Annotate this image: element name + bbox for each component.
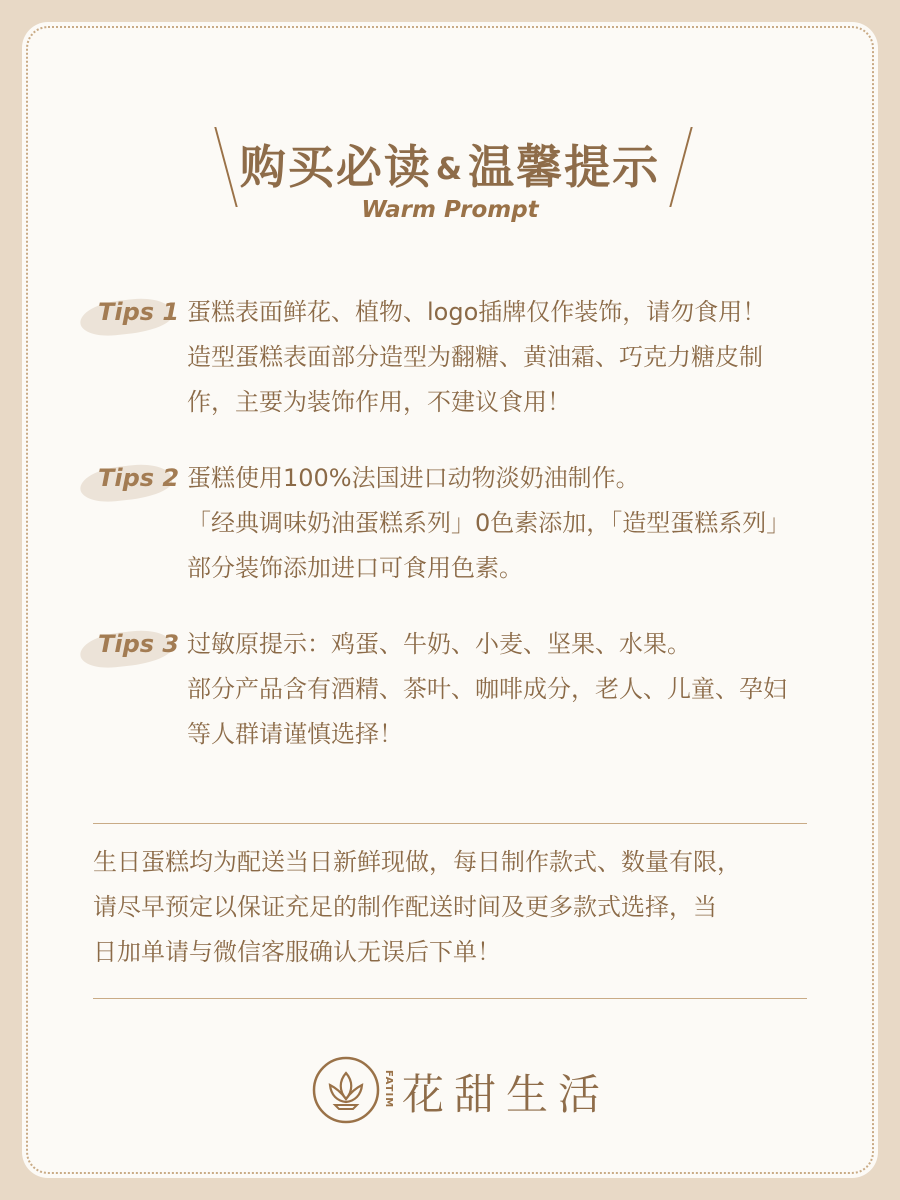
lotus-logo-icon bbox=[311, 1055, 381, 1125]
page-subtitle: Warm Prompt bbox=[361, 197, 539, 223]
title-ampersand: & bbox=[435, 152, 465, 187]
tip-line: 等人群请谨慎选择！ bbox=[187, 720, 403, 748]
brand-latin-name: FATIM bbox=[383, 1070, 394, 1109]
header bbox=[22, 127, 878, 237]
page-title bbox=[22, 131, 878, 197]
tip-label: Tips 1 bbox=[98, 298, 180, 326]
notice-line: 生日蛋糕均为配送当日新鲜现做，每日制作款式、数量有限， bbox=[93, 848, 741, 876]
tip-line: 造型蛋糕表面部分造型为翻糖、黄油霜、巧克力糖皮制 bbox=[187, 343, 763, 371]
notice-line: 日加单请与微信客服确认无误后下单！ bbox=[93, 938, 501, 966]
tip-line: 「经典调味奶油蛋糕系列」0色素添加，「造型蛋糕系列」 bbox=[187, 509, 791, 537]
tip-label: Tips 3 bbox=[98, 630, 180, 658]
tip-line: 蛋糕表面鲜花、植物、logo插牌仅作装饰，请勿食用！ bbox=[187, 298, 767, 326]
brand-name: 花甜生活 bbox=[402, 1070, 611, 1119]
title-main: 购买必读 bbox=[239, 140, 432, 194]
tip-text bbox=[187, 456, 837, 591]
tip-line: 部分装饰添加进口可食用色素。 bbox=[187, 554, 523, 582]
tip-text bbox=[187, 622, 837, 757]
tip-badge bbox=[80, 458, 180, 502]
brand-footer bbox=[22, 1052, 878, 1132]
tip-badge bbox=[80, 292, 180, 336]
tip-badge bbox=[80, 624, 180, 668]
divider-top bbox=[93, 823, 807, 824]
tip-line: 过敏原提示：鸡蛋、牛奶、小麦、坚果、水果。 bbox=[187, 630, 691, 658]
notice-line: 请尽早预定以保证充足的制作配送时间及更多款式选择，当 bbox=[93, 893, 717, 921]
delivery-notice bbox=[93, 840, 809, 975]
tip-line: 部分产品含有酒精、茶叶、咖啡成分，老人、儿童、孕妇 bbox=[187, 675, 787, 703]
tip-line: 作，主要为装饰作用，不建议食用！ bbox=[187, 388, 571, 416]
notice-card bbox=[22, 22, 878, 1178]
tip-line: 蛋糕使用100%法国进口动物淡奶油制作。 bbox=[187, 464, 640, 492]
tip-text bbox=[187, 290, 837, 425]
tip-label: Tips 2 bbox=[98, 464, 180, 492]
title-secondary: 温馨提示 bbox=[468, 140, 661, 194]
divider-bottom bbox=[93, 998, 807, 999]
